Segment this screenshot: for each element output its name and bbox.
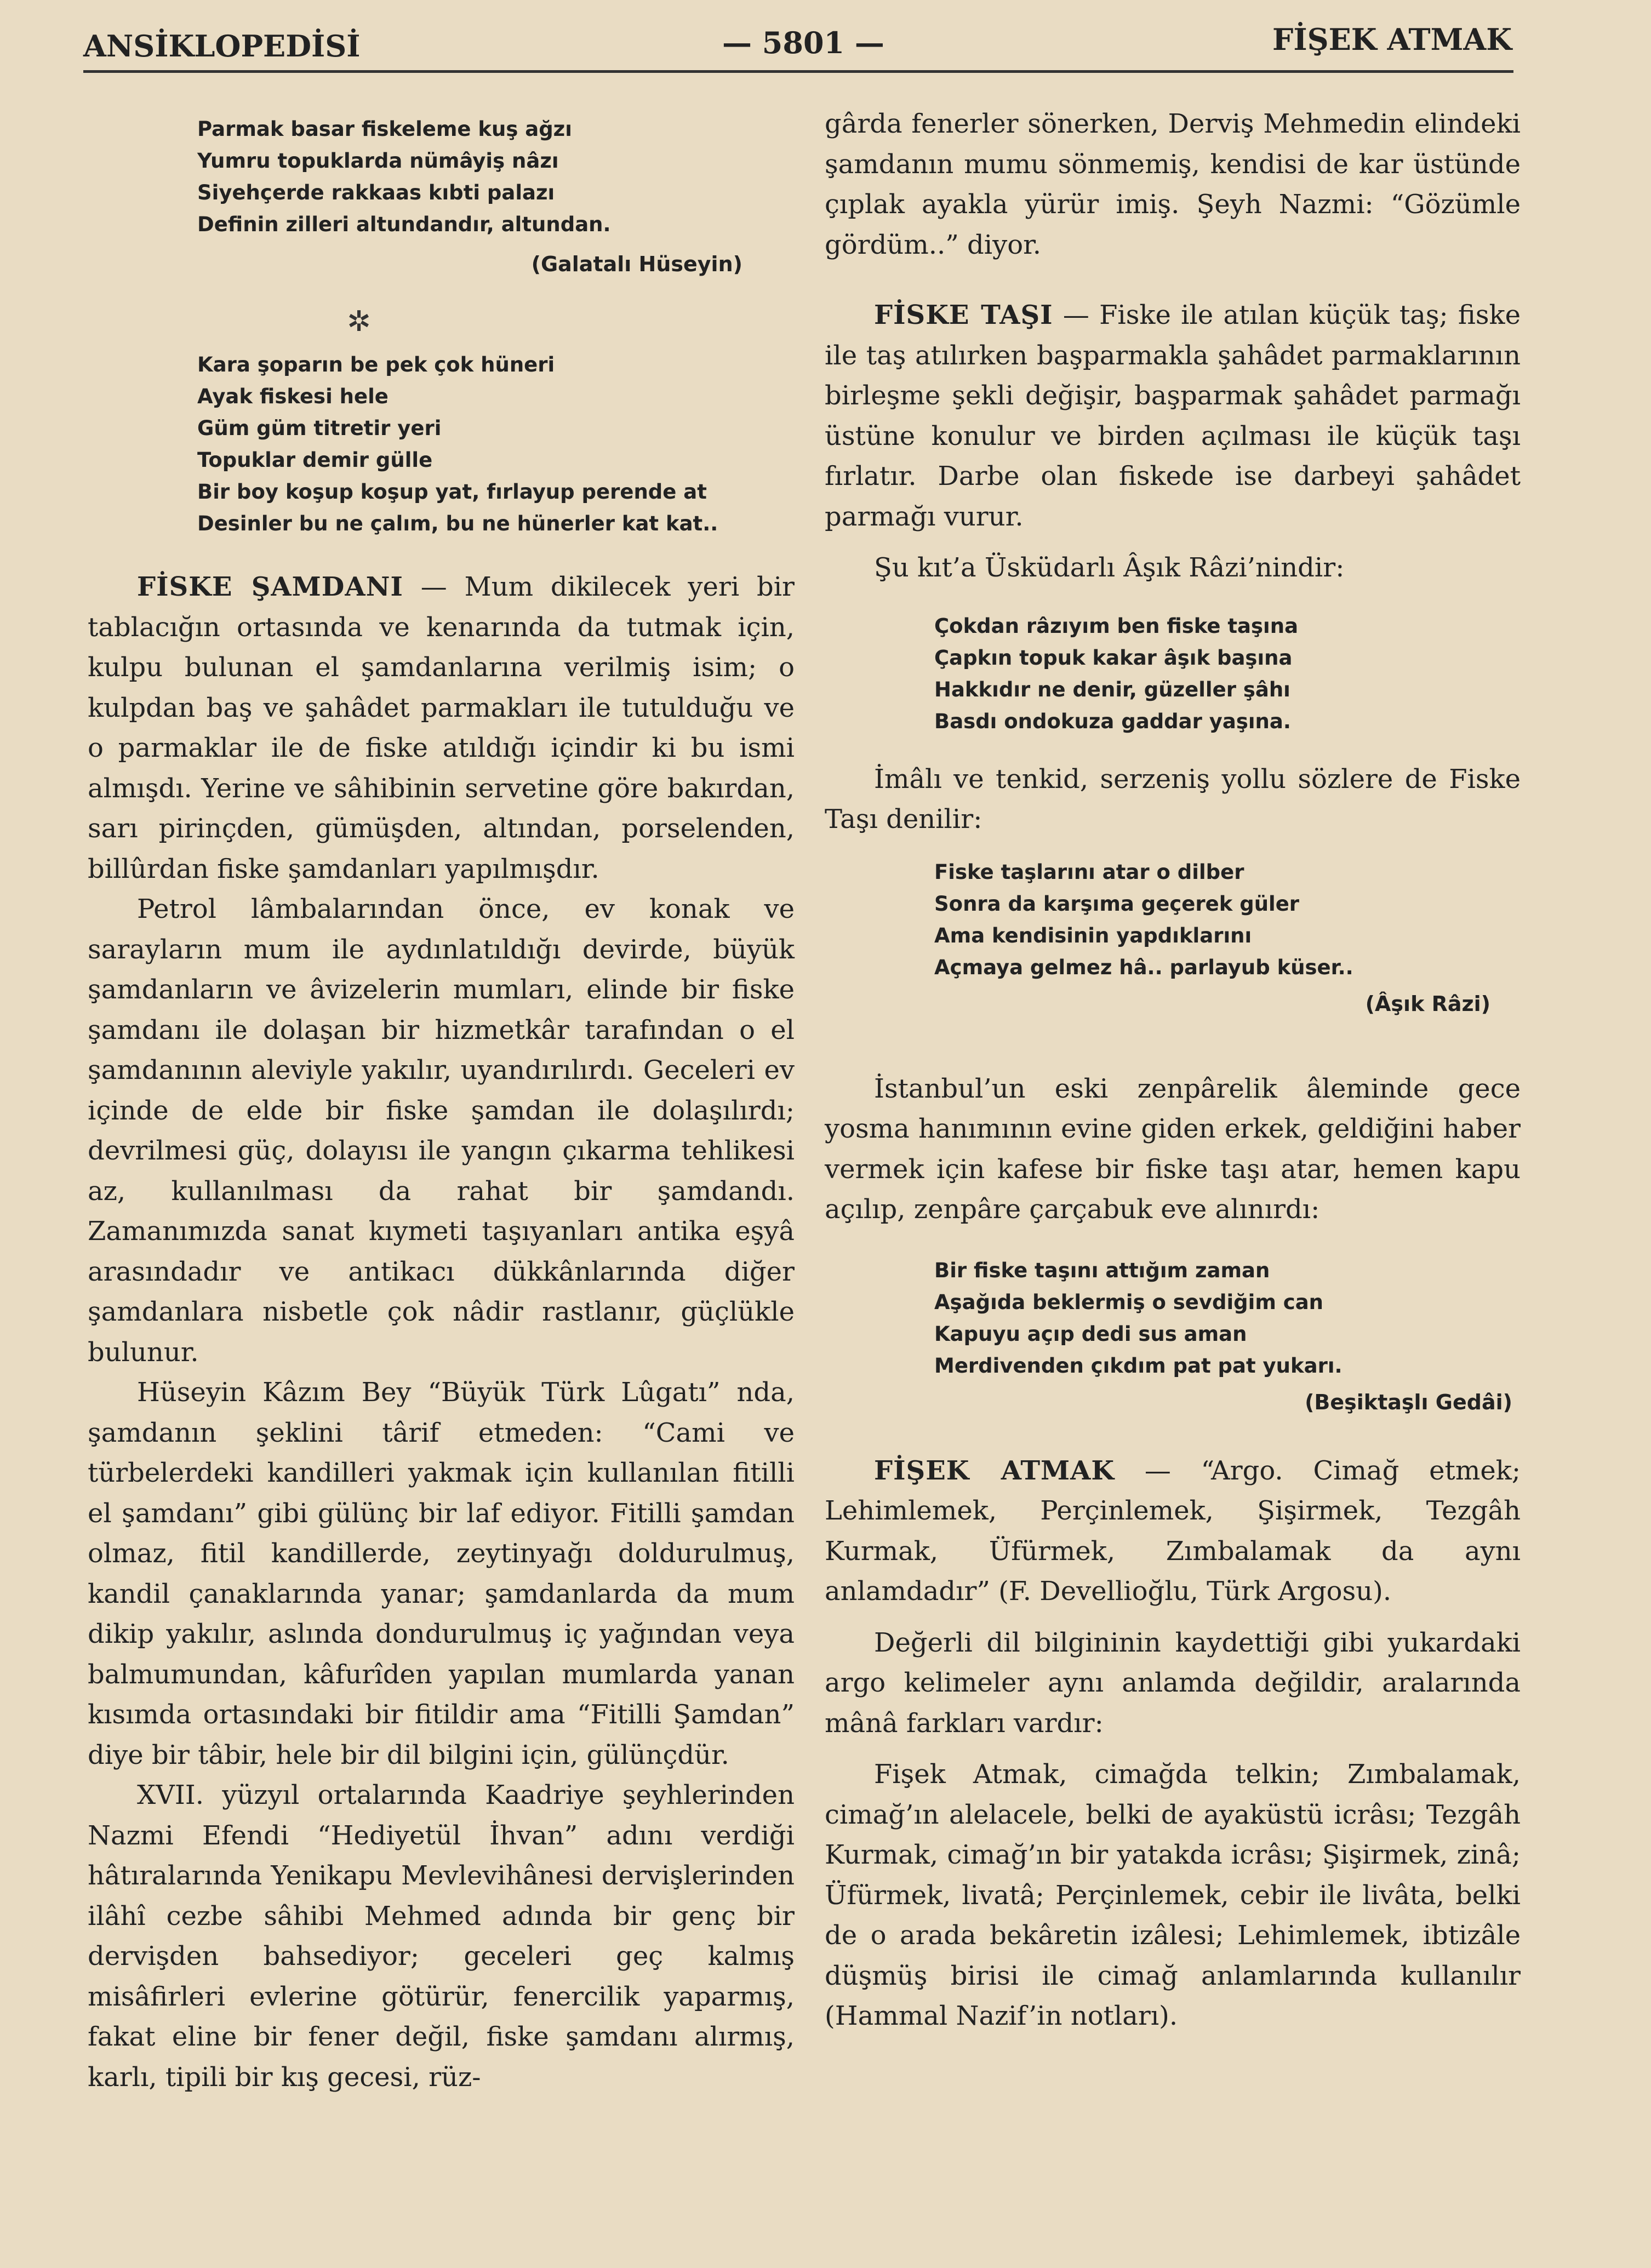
header-rule xyxy=(83,70,1513,73)
poem-line: Aşağıda beklermiş o sevdiğim can xyxy=(934,1290,1324,1314)
poem-line: Açmaya gelmez hâ.. parlayub küser.. xyxy=(934,955,1353,979)
poem-line: Fiske taşlarını atar o dilber xyxy=(934,860,1244,884)
entry-text: — Mum dikilecek yeri bir tablacığın ortasında ve kenarında da tutmak için, kulpu bulunan el şamdanlarına verilmiş isim; o kulpdan baş ve şahâdet parmakları ile tutulduğu ve o parmaklar ile de fiske atıldığı içindir ki bu ismi almışdı. Yerine ve sâhibinin servetine göre bakırdan, sarı pirinçden, gümüşden, altından, porselenden, billûrdan fiske şamdanları yapılmışdır. xyxy=(88,572,795,884)
poem-asik-razi-1 xyxy=(934,610,1521,738)
paragraph: İstanbul’un eski zenpârelik âleminde gece yosma hanımının evine giden erkek, geldiğini haber vermek için kafese bir fiske taşı atar, hemen kapu açılıp, zenpâre çarçabuk eve alınırdı: xyxy=(825,1073,1521,1225)
poem-kara-sopar xyxy=(197,349,795,540)
poem-attribution: (Beşiktaşlı Gedâi) xyxy=(1305,1390,1512,1414)
entry-fiske-samdani xyxy=(88,567,795,889)
paragraph: Hüseyin Kâzım Bey “Büyük Türk Lûgatı” nda, şamdanın şeklini târif etmeden: “Cami ve türbelerdeki kandilleri yakmak için kullanılan fitilli el şamdanı” gibi gülünç bir laf ediyor. Fitilli şamdan olmaz, fitil kandillerde, zeytinyağı doldurulmuş, kandil çanaklarında yanar; şamdanlarda da mum dikip yakılır, aslında dondurulmuş iç yağından veya balmumundan, kâfurîden yapılan mumlarda yanan kısımda ortasındaki bir fitildir ama “Fitilli Şamdan” diye bir tâbir, hele bir dil bilgini için, gülünçdür. xyxy=(88,1377,795,1770)
poem-line: Kapuyu açıp dedi sus aman xyxy=(934,1322,1247,1346)
poem-galatali xyxy=(197,113,795,280)
entry-title: FİŞEK ATMAK xyxy=(874,1455,1115,1486)
poem-besiktasli-gedai xyxy=(934,1255,1521,1418)
poem-line: Parmak basar fiskeleme kuş ağzı xyxy=(197,117,572,141)
paragraph: Petrol lâmbalarından önce, ev konak ve sarayların mum ile aydınlatıldığı devirde, büyük şamdanların ve âvizelerin mumları, elinde bir fiske şamdanı ile dolaşan bir hizmetkâr tarafından o el şamdanının aleviyle yakılır, uyandırılırdı. Geceleri ev içinde de elde bir fiske şamdan ile dolaşılırdı; devrilmesi güç, dolayısı ile yangın çıkarma tehlikesi az, kullanılması da rahat bir şamdandı. Zamanımızda sanat kıymeti taşıyanları antika eşyâ arasındadır ve antikacı dükkânlarında diğer şamdanlara nisbetle çok nâdir rastlanır, güçlükle bulunur. xyxy=(88,894,795,1368)
header-encyclopedia-title: ANSİKLOPEDİSİ xyxy=(83,28,361,64)
paragraph: Fişek Atmak, cimağda telkin; Zımbalamak, cimağ’ın alelacele, belki de ayaküstü icrâsı; Tezgâh Kurmak, cimağ’ın bir yatakda icrâsı; Şişirmek, zinâ; Üfürmek, livatâ; Perçinlemek, cebir ile livâta, belki de o arada bekâretin izâlesi; Lehimlemek, ibtizâle düşmüş birisi ile cimağ anlamlarında kullanılır (Hammal Nazif’in notları). xyxy=(825,1759,1521,2031)
poem-line: Sonra da karşıma geçerek güler xyxy=(934,892,1300,916)
entry-title: FİSKE ŞAMDANI xyxy=(137,572,403,602)
poem-line: Yumru topuklarda nümâyiş nâzı xyxy=(197,149,559,173)
poem-line: Güm güm titretir yeri xyxy=(197,416,442,440)
poem-line: Kara şoparın be pek çok hüneri xyxy=(197,353,555,376)
paragraph: gârda fenerler sönerken, Derviş Mehmedin elindeki şamdanın mumu sönmemiş, kendisi de kar üstünde çıplak ayakla yürür imiş. Şeyh Nazmi: “Gözümle gördüm..” diyor. xyxy=(825,108,1521,260)
entry-fiske-tasi xyxy=(825,295,1521,537)
paragraph: İmâlı ve tenkid, serzeniş yollu sözlere de Fiske Taşı denilir: xyxy=(825,763,1521,835)
left-column xyxy=(88,79,795,2098)
entry-text: — Fiske ile atılan küçük taş; fiske ile taş atılırken başparmakla şahâdet parmaklarının birleşme şekli değişir, başparmak şahâdet parmağı üstüne konulur ve birden açılması ile küçük taşı fırlatır. Darbe olan fiskede ise darbeyi şahâdet parmağı vurur. xyxy=(825,300,1521,532)
poem-line: Desinler bu ne çalım, bu ne hünerler kat kat.. xyxy=(197,512,718,535)
poem-attribution: (Galatalı Hüseyin) xyxy=(531,252,742,276)
poem-line: Siyehçerde rakkaas kıbti palazı xyxy=(197,181,555,204)
header-entry-title: FİŞEK ATMAK xyxy=(1272,22,1512,57)
entry-title: FİSKE TAŞI xyxy=(874,300,1053,330)
poem-line: Definin zilleri altundandır, altundan. xyxy=(197,213,611,236)
poem-line: Bir fiske taşını attığım zaman xyxy=(934,1258,1270,1282)
poem-line: Ama kendisinin yapdıklarını xyxy=(934,923,1252,947)
separator-asterisk: ✲ xyxy=(347,305,371,338)
paragraph: Değerli dil bilgininin kaydettiği gibi yukardaki argo kelimeler aynı anlamda değildir, aralarında mânâ farkları vardır: xyxy=(825,1627,1521,1739)
poem-line: Topuklar demir gülle xyxy=(197,448,433,472)
poem-asik-razi-2 xyxy=(934,856,1521,1020)
paragraph: Şu kıt’a Üsküdarlı Âşık Râzi’nindir: xyxy=(874,552,1345,583)
poem-attribution: (Âşık Râzi) xyxy=(1365,991,1490,1016)
page-number: — 5801 — xyxy=(722,25,884,60)
poem-line: Merdivenden çıkdım pat pat yukarı. xyxy=(934,1353,1342,1378)
poem-line: Ayak fiskesi hele xyxy=(197,385,389,408)
page-header xyxy=(0,0,1651,71)
right-column xyxy=(825,79,1521,2037)
poem-line: Çapkın topuk kakar âşık başına xyxy=(934,645,1293,670)
entry-fisek-atmak xyxy=(825,1451,1521,1612)
paragraph: XVII. yüzyıl ortalarında Kaadriye şeyhlerinden Nazmi Efendi “Hediyetül İhvan” adını verdiği hâtıralarında Yenikapu Mevlevihânesi dervişlerinden ilâhî cezbe sâhibi Mehmed adında bir genç bir dervişden bahsediyor; geceleri geç kalmış misâfirleri evlerine götürür, fenercilik yaparmış, fakat eline bir fener değil, fiske şamdanı alırmış, karlı, tipili bir kış gecesi, rüz- xyxy=(88,1780,795,2093)
poem-line: Çokdan râzıyım ben fiske taşına xyxy=(934,614,1299,638)
poem-line: Bir boy koşup koşup yat, fırlayup perende at xyxy=(197,480,707,504)
entry-text: — “Argo. Cimağ etmek; Lehimlemek, Perçinlemek, Şişirmek, Tezgâh Kurmak, Üfürmek, Zımbalamak da aynı anlamdadır” (F. Devellioğlu, Türk Argosu). xyxy=(825,1455,1521,1607)
poem-line: Basdı ondokuza gaddar yaşına. xyxy=(934,709,1291,733)
poem-line: Hakkıdır ne denir, güzeller şâhı xyxy=(934,677,1290,701)
